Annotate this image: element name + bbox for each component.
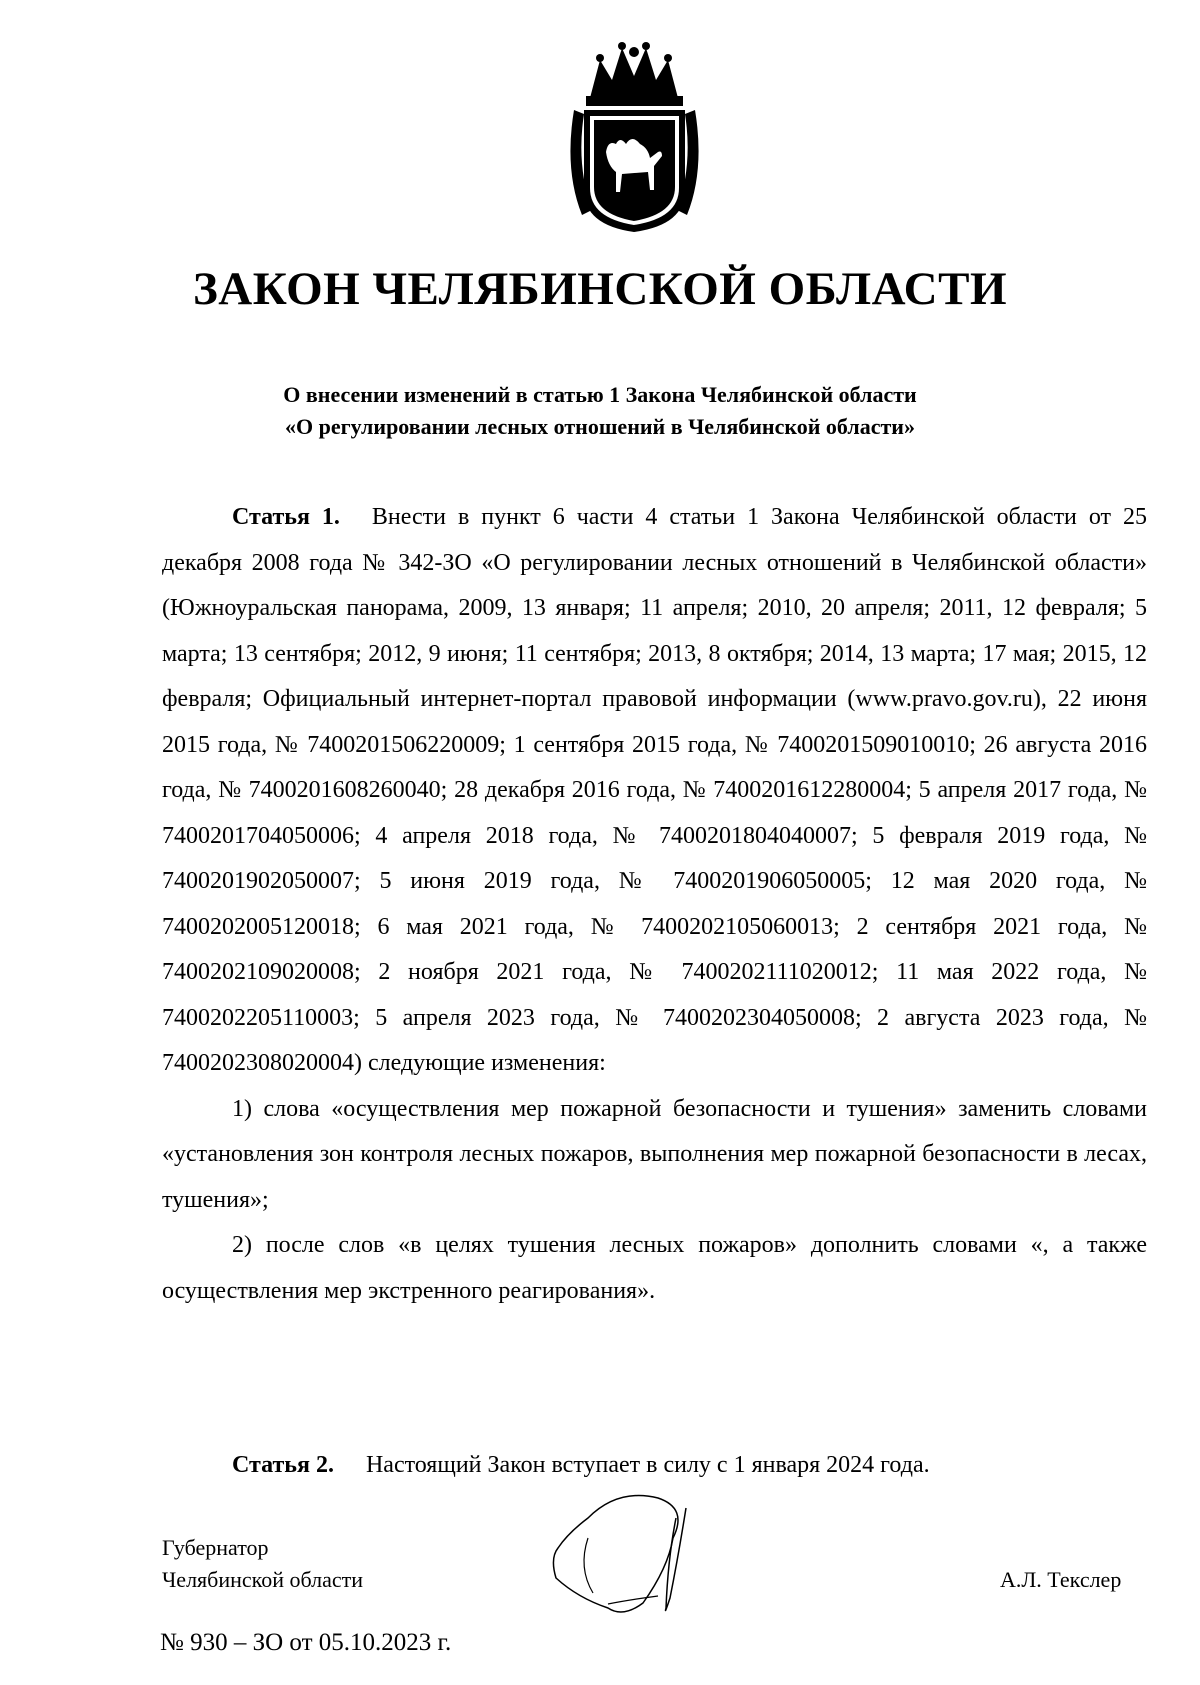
article-1-paragraph bbox=[162, 495, 1147, 1087]
governor-region: Челябинской области bbox=[162, 1567, 364, 1592]
article-2-label: Статья 2. bbox=[232, 1452, 334, 1478]
article-2 bbox=[232, 1452, 930, 1479]
subtitle-line-2: «О регулировании лесных отношений в Челябинской области» bbox=[285, 414, 915, 439]
article-1 bbox=[162, 495, 1147, 1314]
article-1-text: Внести в пункт 6 части 4 статьи 1 Закона Челябинской области от 25 декабря 2008 года № 342-ЗО «О регулировании лесных отношений в Челябинской области» (Южноуральская панорама, 2009, 13 января; 11 апреля; 2010, 20 апреля; 2011, 12 февраля; 5 марта; 13 сентября; 2012, 9 июня; 11 сентября; 2013, 8 октября; 2014, 13 марта; 17 мая; 2015, 12 февраля; Официальный интернет-портал правовой информации (www.pravo.gov.ru), 22 июня 2015 года, № 7400201506220009; 1 сентября 2015 года, № 7400201509010010; 26 августа 2016 года, № 7400201608260040; 28 декабря 2016 года, № 7400201612280004; 5 апреля 2017 года, № 7400201704050006; 4 апреля 2018 года, № 7400201804040007; 5 февраля 2019 года, № 7400201902050007; 5 июня 2019 года, № 7400201906050005; 12 мая 2020 года, № 7400202005120018; 6 мая 2021 года, № 7400202105060013; 2 сентября 2021 года, № 7400202109020008; 2 ноября 2021 года, № 7400202111020012; 11 мая 2022 года, № 7400202205110003; 5 апреля 2023 года, № 7400202304050008; 2 августа 2023 года, № 7400202308020004) следующие изменения: bbox=[162, 504, 1148, 1076]
document-subtitle bbox=[0, 379, 1200, 443]
signer-name: А.Л. Текслер bbox=[1000, 1567, 1122, 1592]
article-2-text: Настоящий Закон вступает в силу с 1 января 2024 года. bbox=[365, 1452, 930, 1478]
subtitle-line-1: О внесении изменений в статью 1 Закона Челябинской области bbox=[283, 382, 917, 407]
governor-block bbox=[162, 1532, 363, 1596]
coat-of-arms-emblem bbox=[562, 40, 707, 240]
handwritten-signature bbox=[548, 1478, 748, 1628]
article-1-label: Статья 1. bbox=[232, 504, 340, 530]
law-number: № 930 – ЗО от 05.10.2023 г. bbox=[160, 1629, 452, 1656]
governor-title: Губернатор bbox=[162, 1535, 269, 1560]
document-title: ЗАКОН ЧЕЛЯБИНСКОЙ ОБЛАСТИ bbox=[192, 263, 1008, 315]
article-1-item-1: 1) слова «осуществления мер пожарной безопасности и тушения» заменить словами «установления зон контроля лесных пожаров, выполнения мер пожарной безопасности в лесах, тушения»; bbox=[162, 1095, 1147, 1213]
article-1-item-2: 2) после слов «в целях тушения лесных пожаров» дополнить словами «, а также осуществления мер экстренного реагирования». bbox=[162, 1232, 1147, 1304]
